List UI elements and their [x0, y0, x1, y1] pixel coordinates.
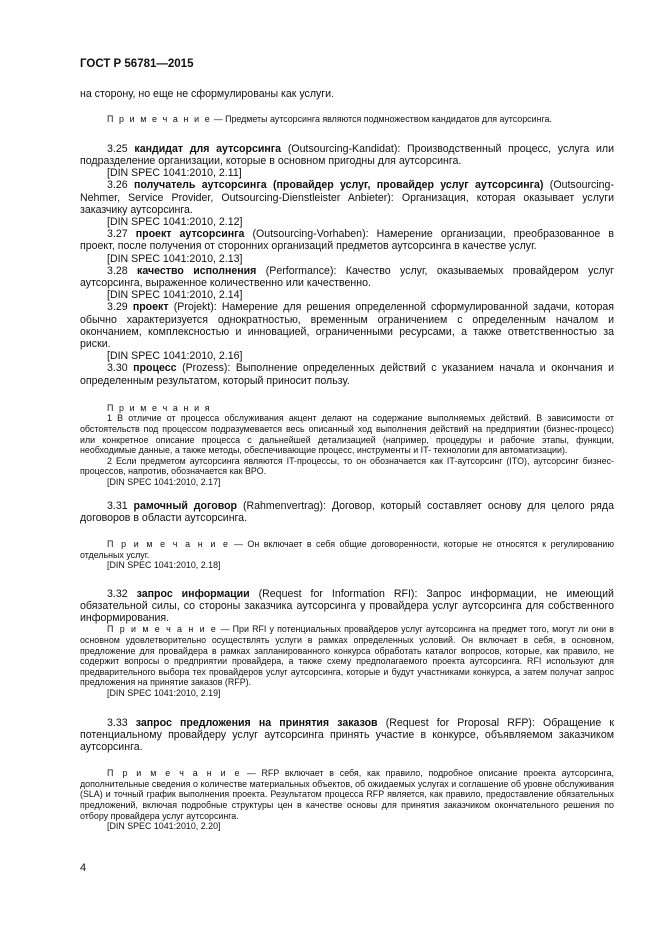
ref-3-32: [DIN SPEC 1041:2010, 2.19]: [107, 687, 221, 698]
intro-line: на сторону, но еще не сформулированы как услуги.: [80, 88, 335, 100]
term-3-29: 3.29 проект (Projekt): Намерение для решения определенной сформулированной задачи, которая обычно характеризуется однократностью, временным ограничением с определенным началом и окончанием, комплексностью и инновацией, ограниченными ресурсами, а также ответственностью за риски.: [80, 301, 614, 351]
term-3-26: 3.26 получатель аутсорсинга (провайдер услуг, провайдер услуг аутсорсинга) (Outsourcing-Nehmer, Service Provider, Outsourcing-Dienstleister Anbieter): Организация, которая оказывает услуги заказчику аутсорсинга.: [80, 179, 614, 216]
term-title: проект аутсорсинга: [135, 228, 245, 241]
term-3-31: 3.31 рамочный договор (Rahmenvertrag): Договор, который составляет основу для целого ряда договоров в области аутсорсинга.: [80, 499, 614, 524]
term-title: запрос предложения на принятия заказов: [135, 716, 378, 729]
document-body: [80, 88, 614, 832]
term-3-30: 3.30 процесс (Prozess): Выполнение определенных действий с указанием начала и окончания и определенным результатом, который приносит пользу.: [80, 362, 614, 387]
term-3-32: 3.32 запрос информации (Request for Information RFI): Запрос информации, не имеющий обязательной силы, со стороны заказчика аутсорсинга у провайдера услуг аутсорсинга для собственного информирования.: [80, 587, 614, 625]
term-3-25: 3.25 кандидат для аутсорсинга (Outsourcing-Kandidat): Производственный процесс, услуга или подразделение организации, которые в основном пригодны для аутсорсинга.: [80, 142, 615, 167]
note-3-33: П р и м е ч а н и е — RFP включает в себя, как правило, подробное описание проекта аутсорсинга, дополнительные сведения о количестве материальных объектов, об ожидаемых услугах и соглашение об уровне обслуживания (SLA) и точный график выполнения проекта. Результатом процесса RFP является, как правило, предоставление обязательных предложений, включая подробные структуры цен в качестве основы для принятия заказчиком окончательного решения по отбору провайдера услуг аутсорсинга.: [80, 768, 614, 821]
term-title: рамочный договор: [133, 499, 238, 512]
ref-3-26: [DIN SPEC 1041:2010, 2.12]: [107, 216, 243, 229]
term-title: процесс: [133, 362, 177, 375]
ref-3-29: [DIN SPEC 1041:2010, 2.16]: [107, 350, 243, 363]
note-3-32: П р и м е ч а н и е — При RFI у потенциальных провайдеров услуг аутсорсинга на предмет того, могут ли они в основном удовлетворительно осуществлять услуги в рамках определенных условий. Он включает в себя, в основном, предложение для провайдера в рамках запланированного конкурса обработать каталог вопросов, которые, как правило, не содержит вопросы о предприятии провайдера, а также схему предполагаемого проекта аутсорсинга. RFI используют для предварительного выбора тех провайдеров услуг аутсорсинга, которые и будут участниками конкурса, а затем получат запрос предложения на принятие заказов (RFP).: [80, 624, 614, 688]
term-title: кандидат для аутсорсинга: [134, 142, 282, 155]
page-number: 4: [80, 862, 87, 874]
ref-3-31: [DIN SPEC 1041:2010, 2.18]: [107, 560, 221, 571]
note-3-24: П р и м е ч а н и е — Предметы аутсорсинга являются подмножеством кандидатов для аутсорсинга.: [107, 114, 552, 125]
term-3-33: 3.33 запрос предложения на принятия заказов (Request for Proposal RFP): Обращение к потенциальному провайдеру услуг аутсорсинга принять участие в конкурсе, объявляемом заказчиком аутсорсинга.: [80, 716, 614, 753]
ref-3-33: [DIN SPEC 1041:2010, 2.20]: [107, 821, 221, 832]
document-header: ГОСТ Р 56781—2015: [80, 58, 194, 70]
ref-3-30: [DIN SPEC 1041:2010, 2.17]: [107, 477, 221, 488]
term-3-28: 3.28 качество исполнения (Performance): Качество услуг, оказываемых провайдером услуг аутсорсинга, выраженное количественно или качественно.: [80, 264, 615, 290]
ref-3-27: [DIN SPEC 1041:2010, 2.13]: [107, 252, 243, 265]
term-title: получатель аутсорсинга (провайдер услуг, провайдер услуг аутсорсинга): [133, 179, 544, 192]
ref-3-25: [DIN SPEC 1041:2010, 2.11]: [107, 167, 242, 180]
note-3-31: П р и м е ч а н и е — Он включает в себя общие договоренности, которые не относятся к регулированию отдельных услуг.: [80, 539, 614, 560]
term-title: качество исполнения: [137, 264, 257, 277]
term-3-27: 3.27 проект аутсорсинга (Outsourcing-Vorhaben): Намерение организации, преобразованное в проект, после получения от сторонних организаций предметов аутсорсинга в качестве услуг.: [80, 228, 614, 253]
note-label: П р и м е ч а н и е: [107, 114, 212, 125]
term-title: запрос информации: [136, 587, 250, 600]
notes-label: П р и м е ч а н и я: [107, 402, 212, 413]
ref-3-28: [DIN SPEC 1041:2010, 2.14]: [107, 289, 243, 302]
term-title: проект: [132, 301, 169, 314]
note-3-30-1: 1 В отличие от процесса обслуживания акцент делают на содержание выполняемых действий. В зависимости от обстоятельств под процессом подразумевается весь описанный ход выполнения действий на предприятии (бизнес-процесс) или конкретное описание процесса с дальнейшей детализацией (например, процедуры и рабочие этапы, функции, необходимые данные, а также методы, обеспечивающие процесс, инструменты и IT- технологии для автоматизации).: [80, 413, 614, 456]
note-3-30-2: 2 Если предметом аутсорсинга являются IT-процессы, то он обозначается как IT-аутсорсинг (ITO), аутсорсинг бизнес-процессов, напротив, обозначается как BPO.: [80, 455, 614, 477]
